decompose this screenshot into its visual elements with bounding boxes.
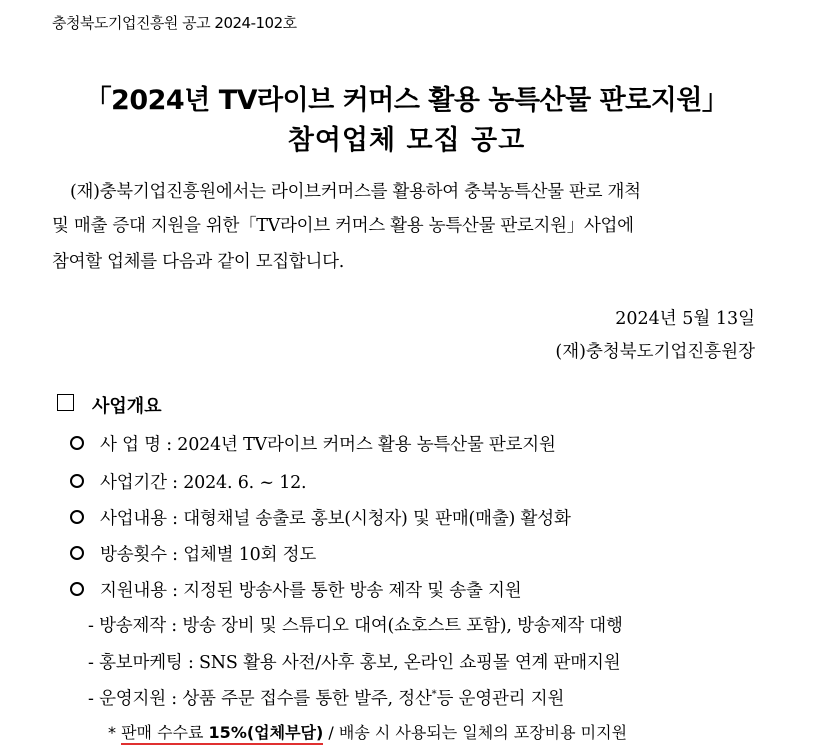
note-packaging-text: / 배송 시 사용되는 일체의 포장비용 미지원	[323, 723, 628, 742]
list-item-business-content: 사업내용 : 대형채널 송출로 홍보(시청자) 및 판매(매출) 활성화	[100, 509, 571, 529]
circle-bullet-icon	[70, 582, 84, 596]
circle-bullet-icon	[70, 474, 84, 488]
note-commission-label: 판매 수수료	[121, 723, 209, 742]
page-title-line-2: 참여업체 모집 공고	[287, 125, 526, 156]
list-item-business-name: 사 업 명 : 2024년 TV라이브 커머스 활용 농특산물 판로지원	[100, 435, 556, 455]
issuing-organization: (재)충청북도기업진흥원장	[555, 342, 755, 362]
list-item-business-period: 사업기간 : 2024. 6. ~ 12.	[100, 473, 307, 493]
document-number: 충청북도기업진흥원 공고 2024-102호	[52, 14, 297, 32]
commission-note	[108, 720, 627, 743]
circle-bullet-icon	[70, 546, 84, 560]
sub-item-broadcast-production: - 방송제작 : 방송 장비 및 스튜디오 대여(쇼호스트 포함), 방송제작 대행	[88, 616, 623, 636]
list-item-support-content: 지원내용 : 지정된 방송사를 통한 방송 제작 및 송출 지원	[100, 581, 522, 601]
intro-paragraph-line-1: (재)충북기업진흥원에서는 라이브커머스를 활용하여 충북농특산물 판로 개척	[70, 182, 641, 202]
section-title: 사업개요	[92, 396, 162, 417]
announcement-date: 2024년 5월 13일	[615, 309, 755, 329]
section-square-bullet-icon	[57, 394, 74, 411]
sub-item-operation-support-text: - 운영지원 : 상품 주문 접수를 통한 발주, 정산	[88, 689, 432, 709]
intro-paragraph-line-2: 및 매출 증대 지원을 위한「TV라이브 커머스 활용 농특산물 판로지원」사업에	[52, 216, 634, 236]
list-item-broadcast-count: 방송횟수 : 업체별 10회 정도	[100, 545, 317, 565]
note-commission-highlight	[121, 723, 323, 745]
sub-item-promotion-marketing: - 홍보마케팅 : SNS 활용 사전/사후 홍보, 온라인 쇼핑몰 연계 판매지원	[88, 653, 621, 673]
circle-bullet-icon	[70, 436, 84, 450]
footnote-marker: *	[431, 689, 437, 701]
note-asterisk: *	[108, 723, 122, 742]
circle-bullet-icon	[70, 510, 84, 524]
note-commission-rate: 15%(업체부담)	[208, 723, 324, 742]
page-title-line-1: 「2024년 TV라이브 커머스 활용 농특산물 판로지원」	[84, 85, 729, 116]
intro-paragraph-line-3: 참여할 업체를 다음과 같이 모집합니다.	[52, 252, 344, 272]
sub-item-operation-support	[88, 685, 564, 710]
sub-item-operation-support-text-end: 등 운영관리 지원	[436, 689, 565, 709]
